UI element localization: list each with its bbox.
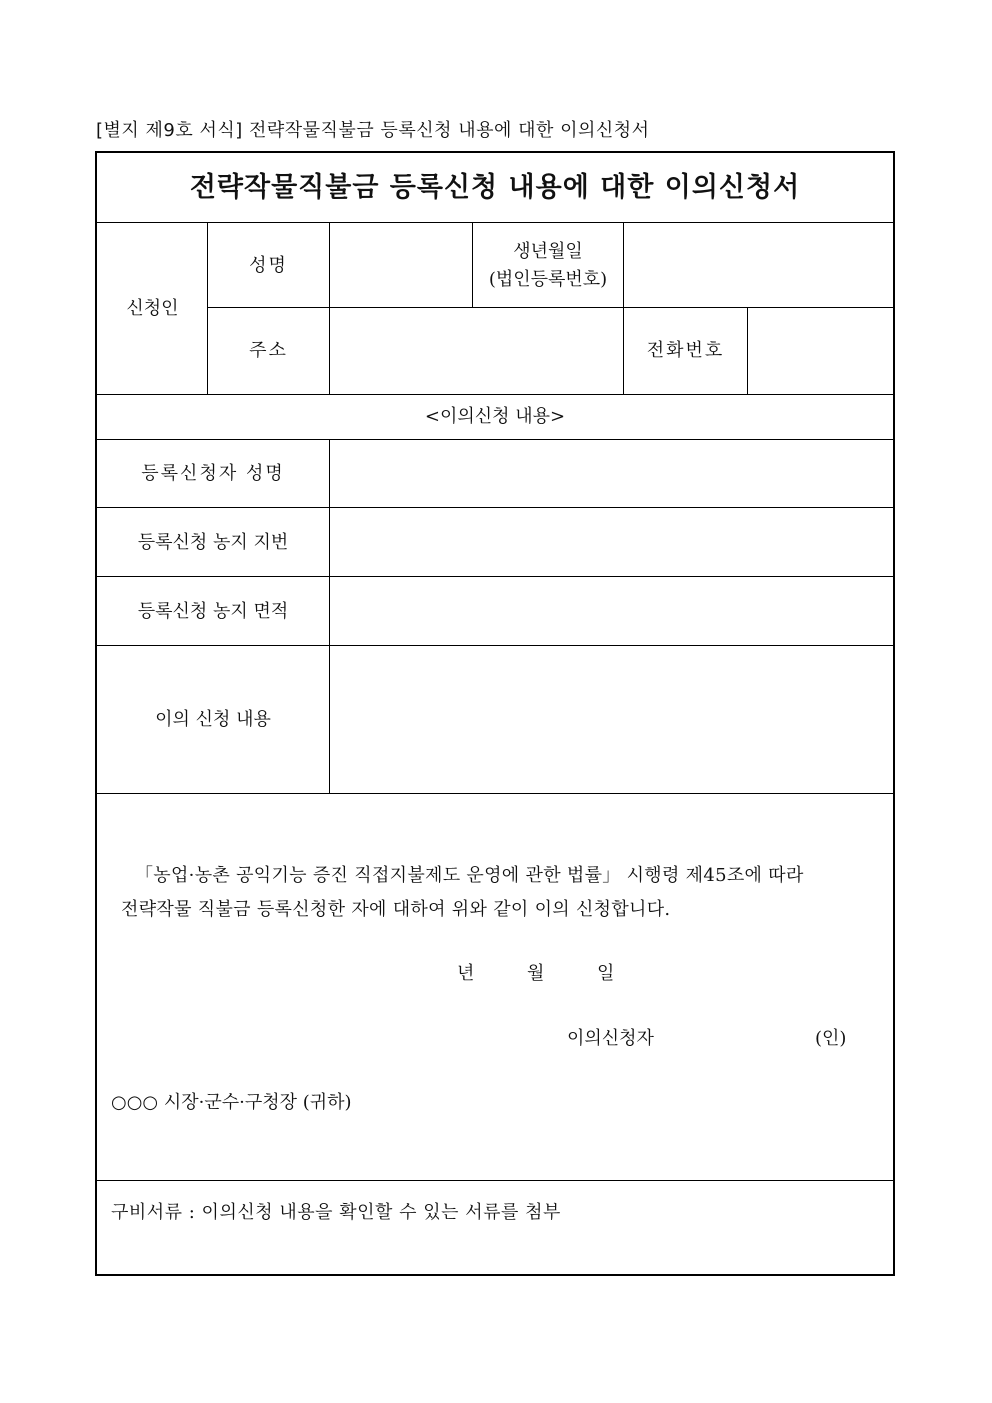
date-day: 일 xyxy=(597,963,615,984)
objection-section-header: <이의신청 내용> xyxy=(424,406,566,428)
farmland-area-label: 등록신청 농지 면적 xyxy=(137,600,289,622)
birth-label-line2: (법인등록번호) xyxy=(488,268,608,290)
name-field[interactable] xyxy=(330,223,472,308)
date-month: 월 xyxy=(527,963,545,984)
date-year: 년 xyxy=(457,963,475,984)
birth-field[interactable] xyxy=(624,223,893,308)
declaration-line2: 전략작물 직불금 등록신청한 자에 대하여 위와 같이 이의 신청합니다. xyxy=(121,899,671,920)
registrant-name-field[interactable] xyxy=(330,440,893,508)
phone-label: 전화번호 xyxy=(646,340,725,362)
recipient: ○○○ 시장·군수·구청장 (귀하) xyxy=(111,1092,352,1113)
objection-content-field[interactable] xyxy=(330,646,893,793)
farmland-lot-label: 등록신청 농지 지번 xyxy=(137,531,289,553)
address-field[interactable] xyxy=(330,308,623,394)
objection-form xyxy=(95,151,895,1276)
registrant-name-label: 등록신청자 성명 xyxy=(141,463,285,485)
signer-label: 이의신청자 xyxy=(567,1028,654,1049)
birth-label xyxy=(473,223,623,308)
farmland-area-field[interactable] xyxy=(330,577,893,646)
form-title: 전략작물직불금 등록신청 내용에 대한 이의신청서 xyxy=(189,172,801,204)
name-label: 성명 xyxy=(249,254,288,276)
applicant-label: 신청인 xyxy=(126,297,179,319)
phone-field[interactable] xyxy=(748,308,893,394)
address-label: 주소 xyxy=(249,340,288,362)
seal-mark: (인) xyxy=(815,1028,847,1049)
objection-content-label: 이의 신청 내용 xyxy=(155,708,271,730)
birth-label-line1: 생년월일 xyxy=(513,240,583,262)
form-caption: [별지 제9호 서식] 전략작물직불금 등록신청 내용에 대한 이의신청서 xyxy=(96,120,650,141)
farmland-lot-field[interactable] xyxy=(330,508,893,577)
attachments-note: 구비서류 : 이의신청 내용을 확인할 수 있는 서류를 첨부 xyxy=(111,1202,561,1223)
declaration-line1: 「농업·농촌 공익기능 증진 직접지불제도 운영에 관한 법률」 시행령 제45조에 따라 xyxy=(135,865,804,886)
